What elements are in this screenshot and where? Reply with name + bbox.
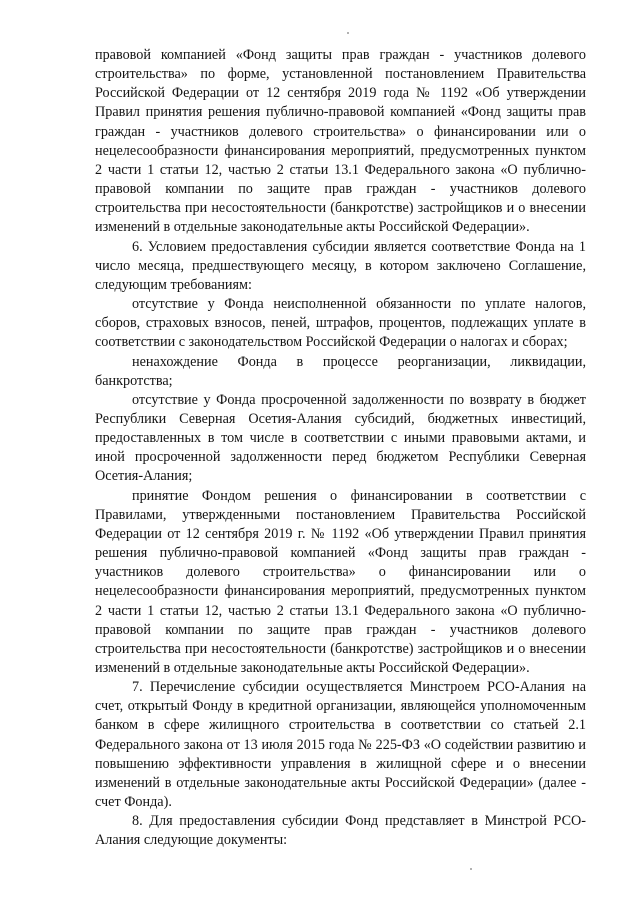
- paragraph-continuation: правовой компанией «Фонд защиты прав граждан - участников долевого строительства» по форме, установленной постановлением Правительства Российской Федерации от 12 сентября 2019 года № 1192 «Об утверждении Правил принятия решения публично-правовой компанией «Фонд защиты прав граждан - участников долевого строительства» о финансировании или о нецелесообразности финансирования мероприятий, предусмотренных пунктом 2 части 1 статьи 12, частью 2 статьи 13.1 Федерального закона «О публично-правовой компании по защите прав граждан - участников долевого строительства при несостоятельности (банкротстве) застройщиков и о внесении изменений в отдельные законодательные акты Российской Федерации».: [95, 47, 586, 236]
- scan-speck: [347, 32, 349, 34]
- document-body: [95, 46, 586, 851]
- paragraph-8: 8. Для предоставления субсидии Фонд представляет в Минстрой РСО-Алания следующие документы:: [95, 813, 586, 849]
- requirement-item: ненахождение Фонда в процессе реорганизации, ликвидации, банкротства;: [95, 353, 586, 389]
- paragraph-6: 6. Условием предоставления субсидии является соответствие Фонда на 1 число месяца, предшествующего месяцу, в котором заключено Соглашение, следующим требованиям:: [95, 238, 586, 293]
- paragraph-7: 7. Перечисление субсидии осуществляется Минстроем РСО-Алания на счет, открытый Фонду в кредитной организации, являющейся уполномоченным банком в сфере жилищного строительства в соответствии со статьей 2.1 Федерального закона от 13 июля 2015 года № 225-ФЗ «О содействии развитию и повышению эффективности управления в жилищной сфере и о внесении изменений в отдельные законодательные акты Российской Федерации» (далее - счет Фонда).: [95, 679, 586, 811]
- requirement-item: отсутствие у Фонда просроченной задолженности по возврату в бюджет Республики Северная Осетия-Алания субсидий, бюджетных инвестиций, предоставленных в том числе в соответствии с иными правовыми актами, и иной просроченной задолженности перед бюджетом Республики Северная Осетия-Алания;: [95, 391, 586, 485]
- requirement-item: принятие Фондом решения о финансировании в соответствии с Правилами, утвержденными постановлением Правительства Российской Федерации от 12 сентября 2019 г. № 1192 «Об утверждении Правил принятия решения публично-правовой компанией «Фонд защиты прав граждан - участников долевого строительства» о финансировании или о нецелесообразности финансирования мероприятий, предусмотренных пунктом 2 части 1 статьи 12, частью 2 статьи 13.1 Федерального закона «О публично-правовой компании по защите прав граждан - участников долевого строительства при несостоятельности (банкротстве) застройщиков и о внесении изменений в отдельные законодательные акты Российской Федерации».: [95, 487, 586, 676]
- requirement-item: отсутствие у Фонда неисполненной обязанности по уплате налогов, сборов, страховых взносов, пеней, штрафов, процентов, подлежащих уплате в соответствии с законодательством Российской Федерации о налогах и сборах;: [95, 296, 586, 351]
- scan-speck: [470, 868, 472, 870]
